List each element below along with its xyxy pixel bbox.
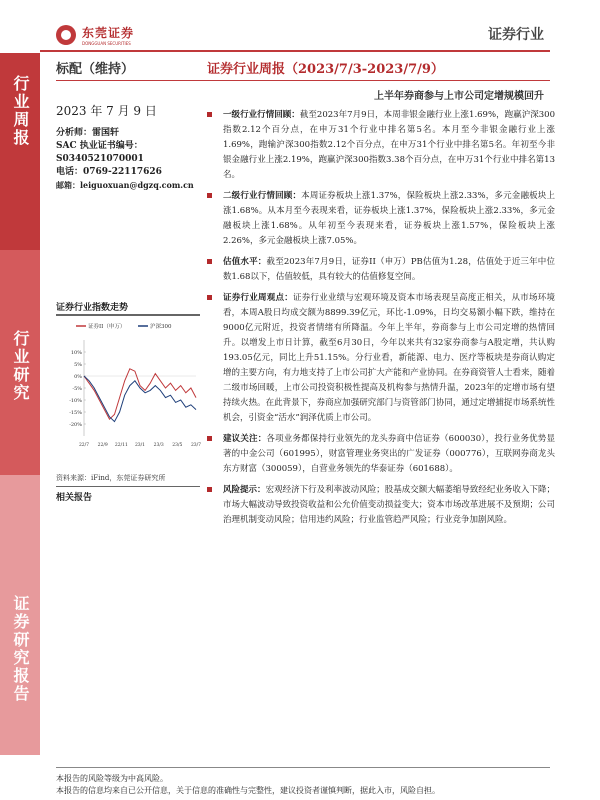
y-tick-label: 10%: [70, 350, 82, 356]
bullet-icon: [207, 112, 212, 117]
section-lead: 风险提示：: [223, 485, 266, 495]
legend-label: 沪深300: [150, 324, 172, 330]
x-tick-label: 22/9: [97, 443, 108, 448]
sidebar-band-weekly: [0, 53, 40, 250]
logo-en-text: DONGGUAN SECURITIES: [82, 41, 131, 46]
y-tick-label: -20%: [69, 422, 82, 428]
sidebar-label-report: 证券研究报告: [11, 595, 30, 703]
report-body: [207, 108, 555, 534]
chart-title-rule: [56, 314, 200, 316]
section-lead: 估值水平：: [223, 257, 267, 267]
page-header: [0, 0, 600, 50]
x-tick-label: 23/5: [172, 443, 183, 448]
x-tick-label: 23/1: [134, 443, 146, 448]
section-risk: [207, 483, 555, 528]
section-text: 本周证券板块上涨1.37%，保险板块上涨2.33%，多元金融板块上涨1.68%。从本月至今表现来看，证券板块上涨1.37%，保险板块上涨2.33%，多元金融板块上涨1.68%。从年初至今表现来看，证券板块上涨1.57%，保险板块上涨2.26%，多元金融板块上涨7.05%。: [223, 191, 555, 246]
footer-risk-level: 本报告的风险等级为中高风险。: [56, 774, 168, 783]
analyst-info: [56, 105, 201, 192]
report-subtitle: 上半年券商参与上市公司定增规模回升: [374, 91, 544, 102]
y-tick-label: -5%: [72, 386, 82, 392]
sidebar-label-weekly: 行业周报: [11, 75, 30, 147]
y-tick-label: -15%: [69, 410, 82, 416]
sidebar-label-research: 行业研究: [11, 330, 30, 402]
sac-label: SAC 执业证书编号：: [56, 141, 143, 151]
sidebar-band-report: [0, 475, 40, 755]
bullet-icon: [207, 259, 212, 264]
series-line: [84, 376, 196, 422]
company-logo: [56, 24, 134, 46]
analyst-email: 邮箱：leiguoxuan@dgzq.com.cn: [56, 180, 194, 190]
series-line: [84, 369, 196, 419]
bullet-icon: [207, 295, 212, 300]
y-tick-label: 5%: [74, 362, 82, 368]
chart-title: 证券行业指数走势: [56, 303, 129, 313]
analyst-phone: 电话：0769-22117626: [56, 167, 162, 177]
section-lead: 二级行业行情回顾：: [223, 191, 302, 201]
section-text: 截至2023年7月9日，证券II（申万）PB估值为1.28，估值处于近三年中位数1.68以下，估值较低，具有较大的估值修复空间。: [223, 257, 555, 282]
footer-divider: [56, 767, 550, 768]
x-tick-label: 23/3: [153, 443, 164, 448]
section-weekly-view: [207, 291, 555, 426]
section-text: 各项业务都保持行业领先的龙头券商中信证券（600030），投行业务优势显著的中金公司（601995），财富管理业务突出的广发证券（000776），互联网券商龙头东方财富（300059），自营业务领先的华泰证券（601688）。: [223, 434, 555, 474]
bullet-icon: [207, 193, 212, 198]
section-text: 宏观经济下行及利率波动风险；股基成交额大幅萎缩导致经纪业务收入下降；市场大幅波动导致投资收益和公允价值变动损益变大；资本市场改革进展不及预期；公司治理机制变动风险；信用违约风险；行业监管趋严风险；行业竞争加剧风险。: [223, 485, 555, 525]
analyst-name: 分析师：雷国轩: [56, 128, 120, 138]
index-trend-chart: [56, 318, 200, 468]
section-valuation: [207, 255, 555, 285]
section-text: 证券行业业绩与宏观环境及资本市场表现呈高度正相关，从市场环境看，本周A股日均成交额为8899.39亿元，环比-1.09%，日均交易额小幅下跌，维持在9000亿元附近，投资者情绪有所降温。今年上半年，券商参与上市公司定增的热情回升。以增发上市日计算，截至6月30日，今年以来共有32家券商参与A股定增，共认购193.05亿元，同比上升51.15%。分行业看，新能源、电力、医疗等板块是券商认购定增的主要方向，有力地支持了上市公司扩大产能和产业协同。在券商资管人士看来，随着二级市场回暖，上市公司投资积极性提高及机构参与热情升温，2023年的定增市场有望持续火热。在此背景下，券商应加强研究部门与资管部门协同，通过定增捕捉市场系统性机会，引资金“活水”润泽优质上市公司。: [223, 293, 555, 423]
x-tick-label: 22/11: [114, 443, 128, 448]
bullet-icon: [207, 436, 212, 441]
report-date: 2023 年 7 月 9 日: [56, 104, 157, 118]
chart-source: 资料来源：iFind，东莞证券研究所: [56, 474, 166, 482]
section-level1: [207, 108, 555, 183]
report-title: 证券行业周报（2023/7/3-2023/7/9）: [207, 62, 444, 77]
logo-text: 东莞证券: [82, 26, 135, 40]
section-level2: [207, 189, 555, 249]
related-rule: [56, 486, 200, 487]
footer-disclaimer: 本报告的信息均来自已公开信息，关于信息的准确性与完整性，建议投资者谨慎判断，据此入市，风险自担。: [56, 786, 440, 795]
footer: [56, 773, 440, 797]
header-divider: [40, 50, 550, 52]
sidebar-band-research: [0, 250, 40, 475]
title-divider: [56, 80, 550, 81]
related-reports-title: 相关报告: [56, 493, 93, 503]
section-recommend: [207, 432, 555, 477]
industry-label: 证券行业: [488, 27, 544, 43]
y-tick-label: -10%: [69, 398, 82, 404]
section-text: 截至2023年7月9日，本周非银金融行业上涨1.69%，跑赢沪深300指数2.12个百分点，在申万31个行业中排名第5名。本月至今非银金融行业上涨1.69%，跑输沪深300指数2.12个百分点，在申万31个行业中排名第5名。年初至今非银金融行业上涨2.19%，跑赢沪深300指数3.38个百分点，在申万31个行业中排名第13名。: [223, 110, 555, 180]
section-lead: 一级行业行情回顾：: [223, 110, 300, 120]
rating: 标配（维持）: [56, 62, 135, 77]
sac-number: S0340521070001: [56, 154, 144, 164]
section-lead: 建议关注：: [223, 434, 267, 444]
x-tick-label: 22/7: [78, 443, 90, 448]
x-tick-label: 23/7: [190, 443, 202, 448]
bullet-icon: [207, 487, 212, 492]
legend-label: 证券II（申万）: [88, 324, 126, 330]
logo-mark-icon: [56, 25, 76, 45]
y-tick-label: 0%: [74, 374, 82, 380]
section-lead: 证券行业周观点：: [223, 293, 293, 303]
